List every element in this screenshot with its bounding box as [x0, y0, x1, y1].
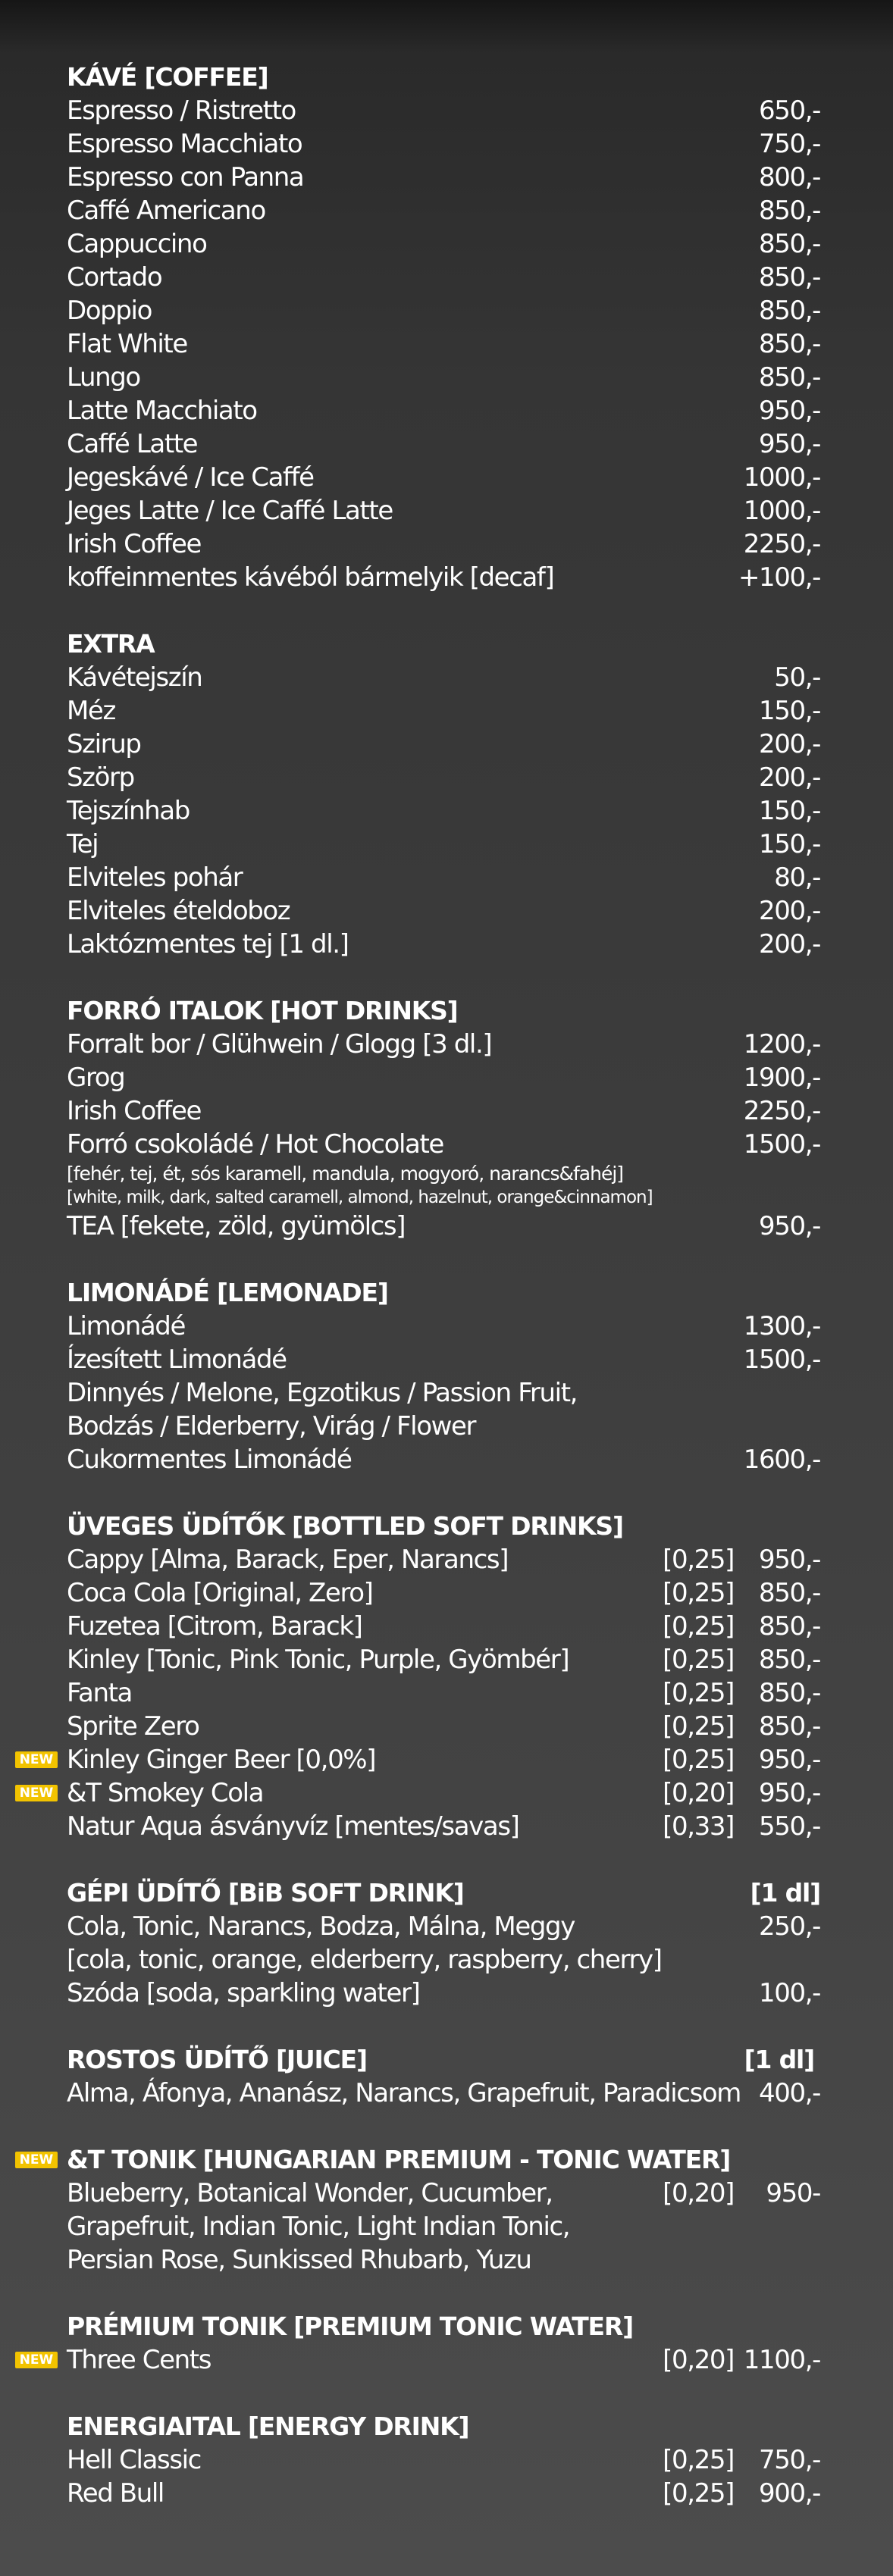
- item-price: 1100,-: [743, 2345, 820, 2375]
- menu-item: [67, 294, 820, 327]
- item-name: Limonádé: [67, 1311, 185, 1341]
- item-name: Ízesített Limonádé: [67, 1344, 287, 1375]
- item-name: Dinnyés / Melone, Egzotikus / Passion Fruit,: [67, 1378, 578, 1408]
- item-price: 950,-: [759, 396, 820, 426]
- item-name: Persian Rose, Sunkissed Rhubarb, Yuzu: [67, 2245, 531, 2275]
- item-price: 100,-: [759, 1978, 820, 2008]
- item-price: 800,-: [759, 162, 820, 192]
- item-price: 950,-: [759, 1778, 820, 1808]
- item-name: Latte Macchiato: [67, 396, 257, 426]
- menu-item: [67, 1410, 820, 1443]
- item-size: [0,25]: [663, 1711, 734, 1742]
- menu-item: [19, 1776, 820, 1810]
- item-price: 2250,-: [743, 1096, 820, 1126]
- item-price: 1500,-: [743, 1344, 820, 1375]
- section-title: GÉPI ÜDÍTŐ [BiB SOFT DRINK]: [67, 1878, 464, 1908]
- menu-item: [67, 894, 820, 928]
- item-price: 850,-: [759, 329, 820, 359]
- item-price: 150,-: [759, 829, 820, 859]
- item-price: 150,-: [759, 796, 820, 826]
- item-name: Elviteles ételdoboz: [67, 896, 290, 926]
- item-price: 550,-: [759, 1811, 820, 1842]
- item-price: 850,-: [759, 262, 820, 293]
- menu-item: [67, 1610, 820, 1643]
- item-price: 850,-: [759, 1678, 820, 1708]
- item-name: TEA [fekete, zöld, gyümölcs]: [67, 1211, 406, 1241]
- item-name: Tej: [67, 829, 99, 859]
- menu-item: [67, 361, 820, 394]
- menu-item: [67, 694, 820, 728]
- item-price: 750,-: [759, 129, 820, 159]
- item-size: [0,25]: [663, 1578, 734, 1608]
- item-name: [white, milk, dark, salted caramell, almond, hazelnut, orange&cinnamon]: [67, 1188, 653, 1207]
- item-name: Forró csokoládé / Hot Chocolate: [67, 1129, 443, 1160]
- item-price: 1500,-: [743, 1129, 820, 1160]
- item-size: [0,25]: [663, 1611, 734, 1642]
- item-price: 200,-: [759, 929, 820, 959]
- item-size: [0,25]: [663, 1645, 734, 1675]
- menu-item: [67, 1810, 820, 1843]
- menu-item: [67, 1310, 820, 1343]
- section-title-row: [67, 2410, 820, 2443]
- menu-item: [67, 127, 820, 161]
- item-price: 850,-: [759, 362, 820, 393]
- section-title: EXTRA: [67, 629, 155, 659]
- item-price: 850,-: [759, 1645, 820, 1675]
- new-badge: NEW: [15, 1751, 58, 1768]
- menu-item: [67, 1543, 820, 1576]
- item-name: Elviteles pohár: [67, 862, 243, 893]
- menu-item: [67, 1710, 820, 1743]
- menu-item: [67, 1676, 820, 1710]
- item-price: 750,-: [759, 2445, 820, 2475]
- menu-item: [67, 1186, 820, 1210]
- menu-item: [67, 1943, 820, 1977]
- section-title: ENERGIAITAL [ENERGY DRINK]: [67, 2412, 469, 2441]
- section-title: LIMONÁDÉ [LEMONADE]: [67, 1278, 388, 1307]
- item-price: 950,-: [759, 429, 820, 459]
- section-title-row: [19, 2143, 820, 2177]
- menu-item: [67, 728, 820, 761]
- item-name: Jegeskávé / Ice Caffé: [67, 462, 314, 493]
- menu-section: [67, 2043, 820, 2110]
- section-title-row: [67, 2310, 820, 2343]
- section-title-row: [67, 628, 820, 661]
- menu-item: [67, 94, 820, 127]
- item-name: Three Cents: [67, 2345, 212, 2375]
- item-name: Flat White: [67, 329, 187, 359]
- item-name: Doppio: [67, 296, 152, 326]
- item-price: 80,-: [774, 862, 820, 893]
- section-title: FORRÓ ITALOK [HOT DRINKS]: [67, 996, 458, 1025]
- item-name: Fanta: [67, 1678, 132, 1708]
- menu-item: [67, 161, 820, 194]
- menu-item: [67, 561, 820, 594]
- menu-item: [67, 2243, 820, 2277]
- item-name: Irish Coffee: [67, 1096, 202, 1126]
- item-name: Blueberry, Botanical Wonder, Cucumber,: [67, 2178, 553, 2208]
- item-name: Caffé Latte: [67, 429, 198, 459]
- item-price: 1000,-: [743, 496, 820, 526]
- item-price: 850,-: [759, 1611, 820, 1642]
- menu-item: [67, 1643, 820, 1676]
- item-price: 150,-: [759, 696, 820, 726]
- item-name: Espresso con Panna: [67, 162, 304, 192]
- menu-item: [67, 2077, 820, 2110]
- menu-item: [67, 1576, 820, 1610]
- item-name: Cukormentes Limonádé: [67, 1445, 352, 1475]
- item-price: 2250,-: [743, 529, 820, 559]
- item-name: [fehér, tej, ét, sós karamell, mandula, mogyoró, narancs&fahéj]: [67, 1163, 624, 1185]
- section-title-row: [67, 2043, 820, 2077]
- item-name: Szirup: [67, 729, 141, 759]
- menu-item: [67, 1028, 820, 1061]
- menu-section: [19, 1510, 820, 1843]
- item-size: [0,20]: [663, 2345, 734, 2375]
- item-price: 1000,-: [743, 462, 820, 493]
- item-name: Cola, Tonic, Narancs, Bodza, Málna, Meggy: [67, 1911, 575, 1942]
- menu-section: [67, 994, 820, 1243]
- menu-item: [67, 861, 820, 894]
- menu-section: [67, 1876, 820, 2010]
- menu-item: [67, 227, 820, 261]
- menu-item: [67, 1161, 820, 1186]
- section-title-row: [67, 1510, 820, 1543]
- menu-item: [67, 494, 820, 527]
- item-price: 900,-: [759, 2478, 820, 2509]
- item-price: 850,-: [759, 1711, 820, 1742]
- item-name: Forralt bor / Glühwein / Glogg [3 dl.]: [67, 1029, 492, 1060]
- menu-item: [67, 1094, 820, 1128]
- menu-item: [67, 1910, 820, 1943]
- item-size: [0,25]: [663, 1745, 734, 1775]
- item-name: Coca Cola [Original, Zero]: [67, 1578, 373, 1608]
- section-title: &T TONIK [HUNGARIAN PREMIUM - TONIC WATER]: [67, 2145, 731, 2174]
- menu-section: [19, 2143, 820, 2277]
- item-name: Fuzetea [Citrom, Barack]: [67, 1611, 362, 1642]
- item-name: koffeinmentes kávéból bármelyik [decaf]: [67, 562, 554, 593]
- menu-section: [19, 2310, 820, 2377]
- menu-item: [67, 1343, 820, 1376]
- item-name: Hell Classic: [67, 2445, 201, 2475]
- menu-section: [67, 2410, 820, 2510]
- item-name: Szörp: [67, 762, 134, 793]
- menu-item: [67, 261, 820, 294]
- item-name: Jeges Latte / Ice Caffé Latte: [67, 496, 393, 526]
- item-price: 850,-: [759, 229, 820, 259]
- item-name: Kinley [Tonic, Pink Tonic, Purple, Gyömbér]: [67, 1645, 569, 1675]
- menu-item: [67, 461, 820, 494]
- section-title: ROSTOS ÜDÍTŐ [JUICE]: [67, 2045, 367, 2074]
- menu-item: [67, 194, 820, 227]
- menu-item: [67, 2210, 820, 2243]
- menu-item: [67, 828, 820, 861]
- item-name: Lungo: [67, 362, 140, 393]
- menu-item: [67, 1128, 820, 1161]
- item-price: 650,-: [759, 95, 820, 126]
- item-name: Espresso / Ristretto: [67, 95, 296, 126]
- item-price: 850,-: [759, 1578, 820, 1608]
- menu-item: [19, 1743, 820, 1776]
- menu-item: [67, 1977, 820, 2010]
- item-size: [0,25]: [663, 1545, 734, 1575]
- menu-item: [67, 661, 820, 694]
- section-title-row: [67, 1276, 820, 1310]
- menu-item: [67, 2443, 820, 2477]
- item-name: Bodzás / Elderberry, Virág / Flower: [67, 1411, 476, 1441]
- menu-section: [67, 628, 820, 961]
- item-price: 850,-: [759, 296, 820, 326]
- item-name: Sprite Zero: [67, 1711, 199, 1742]
- item-name: Irish Coffee: [67, 529, 202, 559]
- section-title: ÜVEGES ÜDÍTŐK [BOTTLED SOFT DRINKS]: [67, 1511, 623, 1541]
- drinks-menu: [19, 61, 820, 2510]
- new-badge: NEW: [15, 2352, 58, 2368]
- item-price: 400,-: [759, 2078, 820, 2108]
- section-title-row: [67, 61, 820, 94]
- item-name: &T Smokey Cola: [67, 1778, 264, 1808]
- menu-item: [67, 394, 820, 427]
- menu-item: [67, 427, 820, 461]
- menu-section: [67, 1276, 820, 1476]
- item-size: [0,25]: [663, 2445, 734, 2475]
- item-name: Grog: [67, 1063, 125, 1093]
- item-price: 1200,-: [743, 1029, 820, 1060]
- item-price: 250,-: [759, 1911, 820, 1942]
- item-size: [0,33]: [663, 1811, 734, 1842]
- new-badge: NEW: [15, 1785, 58, 1801]
- item-name: Laktózmentes tej [1 dl.]: [67, 929, 349, 959]
- menu-item: [67, 2477, 820, 2510]
- item-size: [0,20]: [663, 1778, 734, 1808]
- item-name: Tejszínhab: [67, 796, 190, 826]
- item-price: 200,-: [759, 896, 820, 926]
- menu-item: [67, 327, 820, 361]
- section-title: KÁVÉ [COFFEE]: [67, 62, 268, 92]
- item-name: Cortado: [67, 262, 162, 293]
- item-name: Grapefruit, Indian Tonic, Light Indian Tonic,: [67, 2211, 570, 2242]
- section-title-row: [67, 1876, 820, 1910]
- item-price: 950-: [766, 2178, 820, 2208]
- menu-item: [67, 761, 820, 794]
- section-unit: [1 dl]: [744, 2045, 814, 2074]
- menu-section: [67, 61, 820, 594]
- item-name: Caffé Americano: [67, 196, 265, 226]
- menu-item: [67, 1061, 820, 1094]
- item-price: 850,-: [759, 196, 820, 226]
- item-price: 1300,-: [743, 1311, 820, 1341]
- item-name: Red Bull: [67, 2478, 164, 2509]
- menu-item: [67, 1210, 820, 1243]
- item-name: Szóda [soda, sparkling water]: [67, 1978, 420, 2008]
- menu-item: [19, 2343, 820, 2377]
- menu-item: [67, 794, 820, 828]
- item-price: 200,-: [759, 762, 820, 793]
- item-price: 1900,-: [743, 1063, 820, 1093]
- item-size: [0,20]: [663, 2178, 734, 2208]
- item-price: 950,-: [759, 1745, 820, 1775]
- item-name: Natur Aqua ásványvíz [mentes/savas]: [67, 1811, 519, 1842]
- new-badge: NEW: [15, 2152, 58, 2168]
- menu-item: [67, 2177, 820, 2210]
- item-name: Cappuccino: [67, 229, 207, 259]
- item-name: [cola, tonic, orange, elderberry, raspberry, cherry]: [67, 1945, 662, 1975]
- menu-item: [67, 1443, 820, 1476]
- item-name: Alma, Áfonya, Ananász, Narancs, Grapefruit, Paradicsom: [67, 2078, 741, 2108]
- item-price: +100,-: [738, 562, 820, 593]
- item-size: [0,25]: [663, 1678, 734, 1708]
- item-size: [0,25]: [663, 2478, 734, 2509]
- item-name: Espresso Macchiato: [67, 129, 302, 159]
- item-price: 950,-: [759, 1211, 820, 1241]
- item-name: Méz: [67, 696, 115, 726]
- section-title-row: [67, 994, 820, 1028]
- menu-item: [67, 928, 820, 961]
- section-unit: [1 dl]: [750, 1878, 820, 1908]
- item-price: 200,-: [759, 729, 820, 759]
- menu-item: [67, 527, 820, 561]
- item-price: 1600,-: [743, 1445, 820, 1475]
- item-price: 950,-: [759, 1545, 820, 1575]
- item-name: Cappy [Alma, Barack, Eper, Narancs]: [67, 1545, 509, 1575]
- item-name: Kávétejszín: [67, 662, 202, 693]
- item-price: 50,-: [774, 662, 820, 693]
- item-name: Kinley Ginger Beer [0,0%]: [67, 1745, 376, 1775]
- section-title: PRÉMIUM TONIK [PREMIUM TONIC WATER]: [67, 2312, 633, 2341]
- menu-item: [67, 1376, 820, 1410]
